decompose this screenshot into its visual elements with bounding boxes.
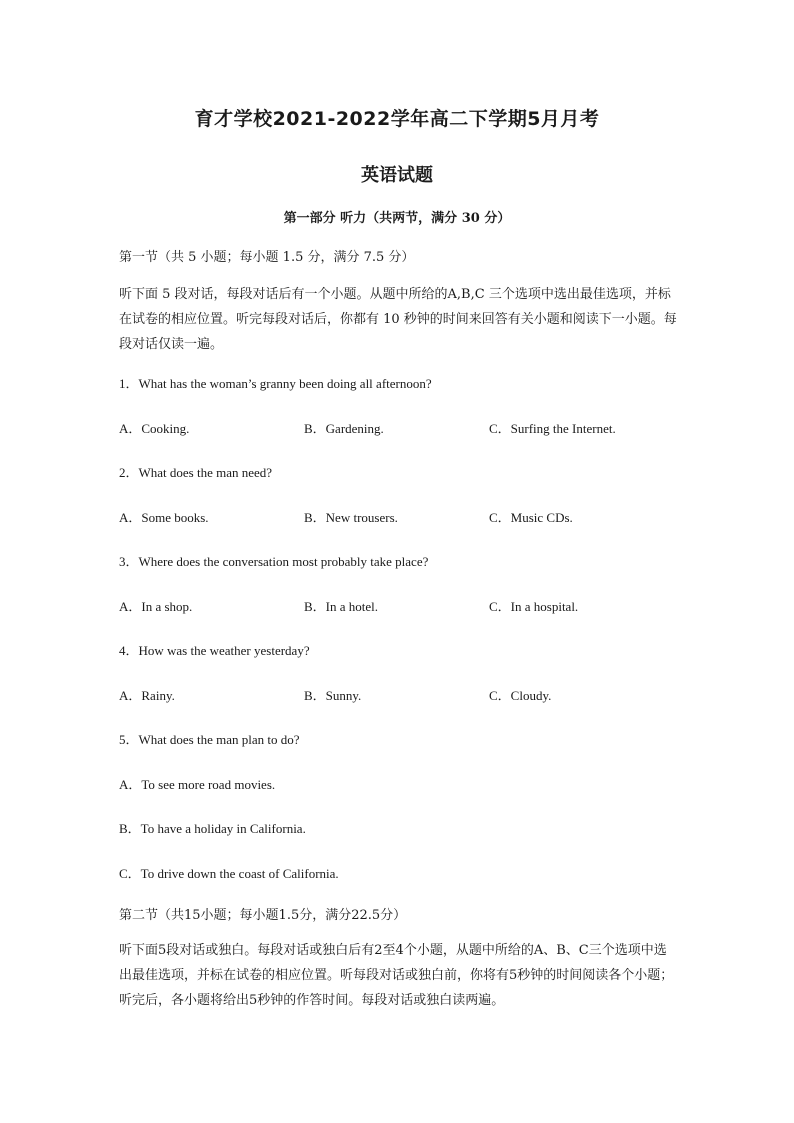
option-a[interactable]: A．Some books. <box>119 510 209 525</box>
option-b[interactable]: B．Gardening. <box>304 421 384 436</box>
option-a[interactable]: A．Cooking. <box>119 421 190 436</box>
option-a[interactable]: A．Rainy. <box>119 688 175 703</box>
question-3-options <box>119 596 679 616</box>
option-c[interactable]: C．Cloudy. <box>489 688 552 703</box>
option-c[interactable]: C．Music CDs. <box>489 510 573 525</box>
question-1: 1．What has the woman’s granny been doing all afternoon? <box>119 376 432 391</box>
part-heading: 第一部分 听力（共两节，满分 30 分） <box>283 211 511 226</box>
option-c[interactable]: C．To drive down the coast of California. <box>119 866 339 881</box>
question-4-options <box>119 685 679 705</box>
section1-instructions: 听下面 5 段对话，每段对话后有一个小题。从题中所给的A,B,C 三个选项中选出最佳选项，并标在试卷的相应位置。听完每段对话后，你都有 10 秒钟的时间来回答有关小题和阅读下一小题。每段对话仅读一遍。 <box>119 287 677 352</box>
question-4: 4．How was the weather yesterday? <box>119 643 310 658</box>
question-2-options <box>119 507 679 527</box>
question-3: 3．Where does the conversation most probably take place? <box>119 554 429 569</box>
option-c[interactable]: C．Surfing the Internet. <box>489 421 616 436</box>
section1-heading: 第一节（共 5 小题；每小题 1.5 分，满分 7.5 分） <box>119 250 415 265</box>
exam-subtitle: 英语试题 <box>361 165 433 186</box>
question-2: 2．What does the man need? <box>119 465 273 480</box>
option-a[interactable]: A．To see more road movies. <box>119 777 276 792</box>
section2-instructions: 听下面5段对话或独白。每段对话或独白后有2至4个小题，从题中所给的A、B、C三个选项中选出最佳选项，并标在试卷的相应位置。听每段对话或独白前，你将有5秒钟的时间阅读各个小题；听完后，各小题将给出5秒钟的作答时间。每段对话或独白读两遍。 <box>119 943 674 1008</box>
option-b[interactable]: B．Sunny. <box>304 688 362 703</box>
question-5: 5．What does the man plan to do? <box>119 732 300 747</box>
option-c[interactable]: C．In a hospital. <box>489 599 579 614</box>
section2-heading: 第二节（共15小题；每小题1.5分，满分22.5分） <box>119 908 407 923</box>
exam-title: 育才学校2021-2022学年高二下学期5月月考 <box>194 108 600 130</box>
option-b[interactable]: B．To have a holiday in California. <box>119 821 306 836</box>
option-a[interactable]: A．In a shop. <box>119 599 193 614</box>
option-b[interactable]: B．In a hotel. <box>304 599 379 614</box>
question-1-options <box>119 418 679 438</box>
option-b[interactable]: B．New trousers. <box>304 510 398 525</box>
